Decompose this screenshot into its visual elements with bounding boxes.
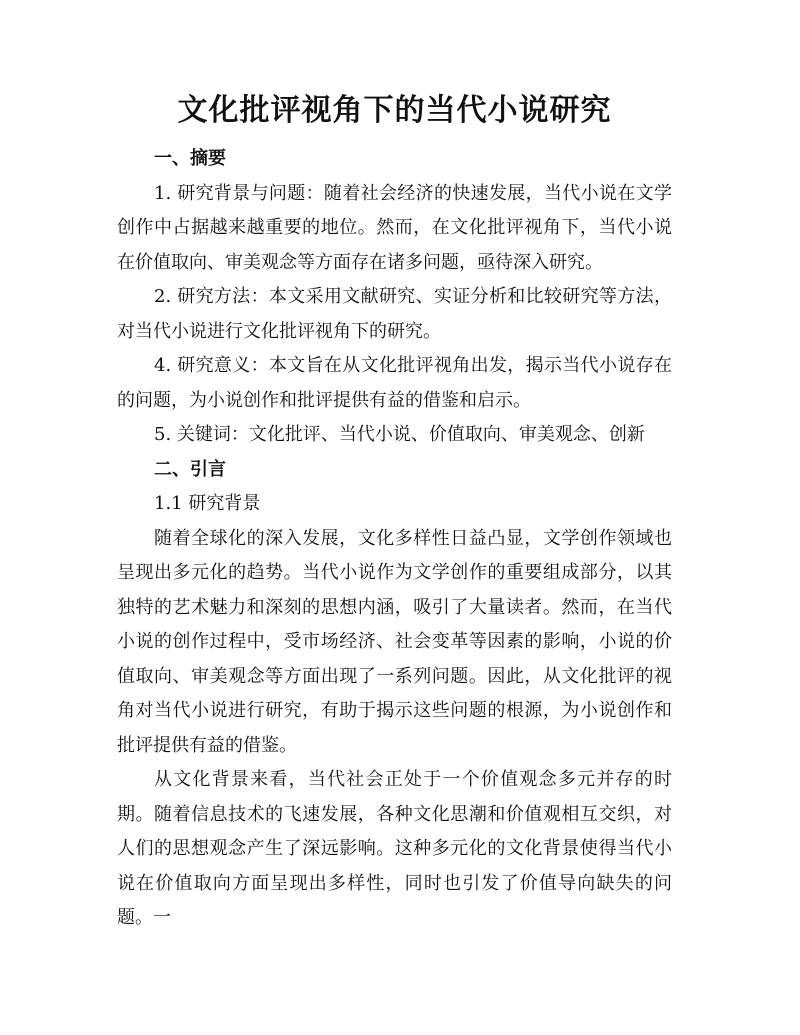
abstract-item-background: 1. 研究背景与问题：随着社会经济的快速发展，当代小说在文学创作中占据越来越重要的地位。然而，在文化批评视角下，当代小说在价值取向、审美观念等方面存在诸多问题，亟待深入研究。 xyxy=(117,182,672,273)
document-title: 文化批评视角下的当代小说研究 xyxy=(177,93,612,128)
section-heading-introduction: 二、引言 xyxy=(154,458,226,480)
abstract-item-keywords: 5. 关键词：文化批评、当代小说、价值取向、审美观念、创新 xyxy=(154,424,645,445)
abstract-item-significance: 4. 研究意义：本文旨在从文化批评视角出发，揭示当代小说存在的问题，为小说创作和批评提供有益的借鉴和启示。 xyxy=(117,355,672,411)
section-heading-abstract: 一、摘要 xyxy=(154,148,226,169)
abstract-item-method: 2. 研究方法：本文采用文献研究、实证分析和比较研究等方法，对当代小说进行文化批评视角下的研究。 xyxy=(117,286,672,342)
subsection-heading-background: 1.1 研究背景 xyxy=(154,493,261,514)
intro-paragraph: 随着全球化的深入发展，文化多样性日益凸显，文学创作领域也呈现出多元化的趋势。当代小说作为文学创作的重要组成部分，以其独特的艺术魅力和深刻的思想内涵，吸引了大量读者。然而，在当代小说的创作过程中，受市场经济、社会变革等因素的影响，小说的价值取向、审美观念等方面出现了一系列问题。因此，从文化批评的视角对当代小说进行研究，有助于揭示这些问题的根源，为小说创作和批评提供有益的借鉴。 xyxy=(117,527,672,756)
intro-paragraph: 从文化背景来看，当代社会正处于一个价值观念多元并存的时期。随着信息技术的飞速发展，各种文化思潮和价值观相互交织，对人们的思想观念产生了深远影响。这种多元化的文化背景使得当代小说在价值取向方面呈现出多样性，同时也引发了价值导向缺失的问题。一 xyxy=(117,769,672,928)
document-page xyxy=(117,88,672,936)
